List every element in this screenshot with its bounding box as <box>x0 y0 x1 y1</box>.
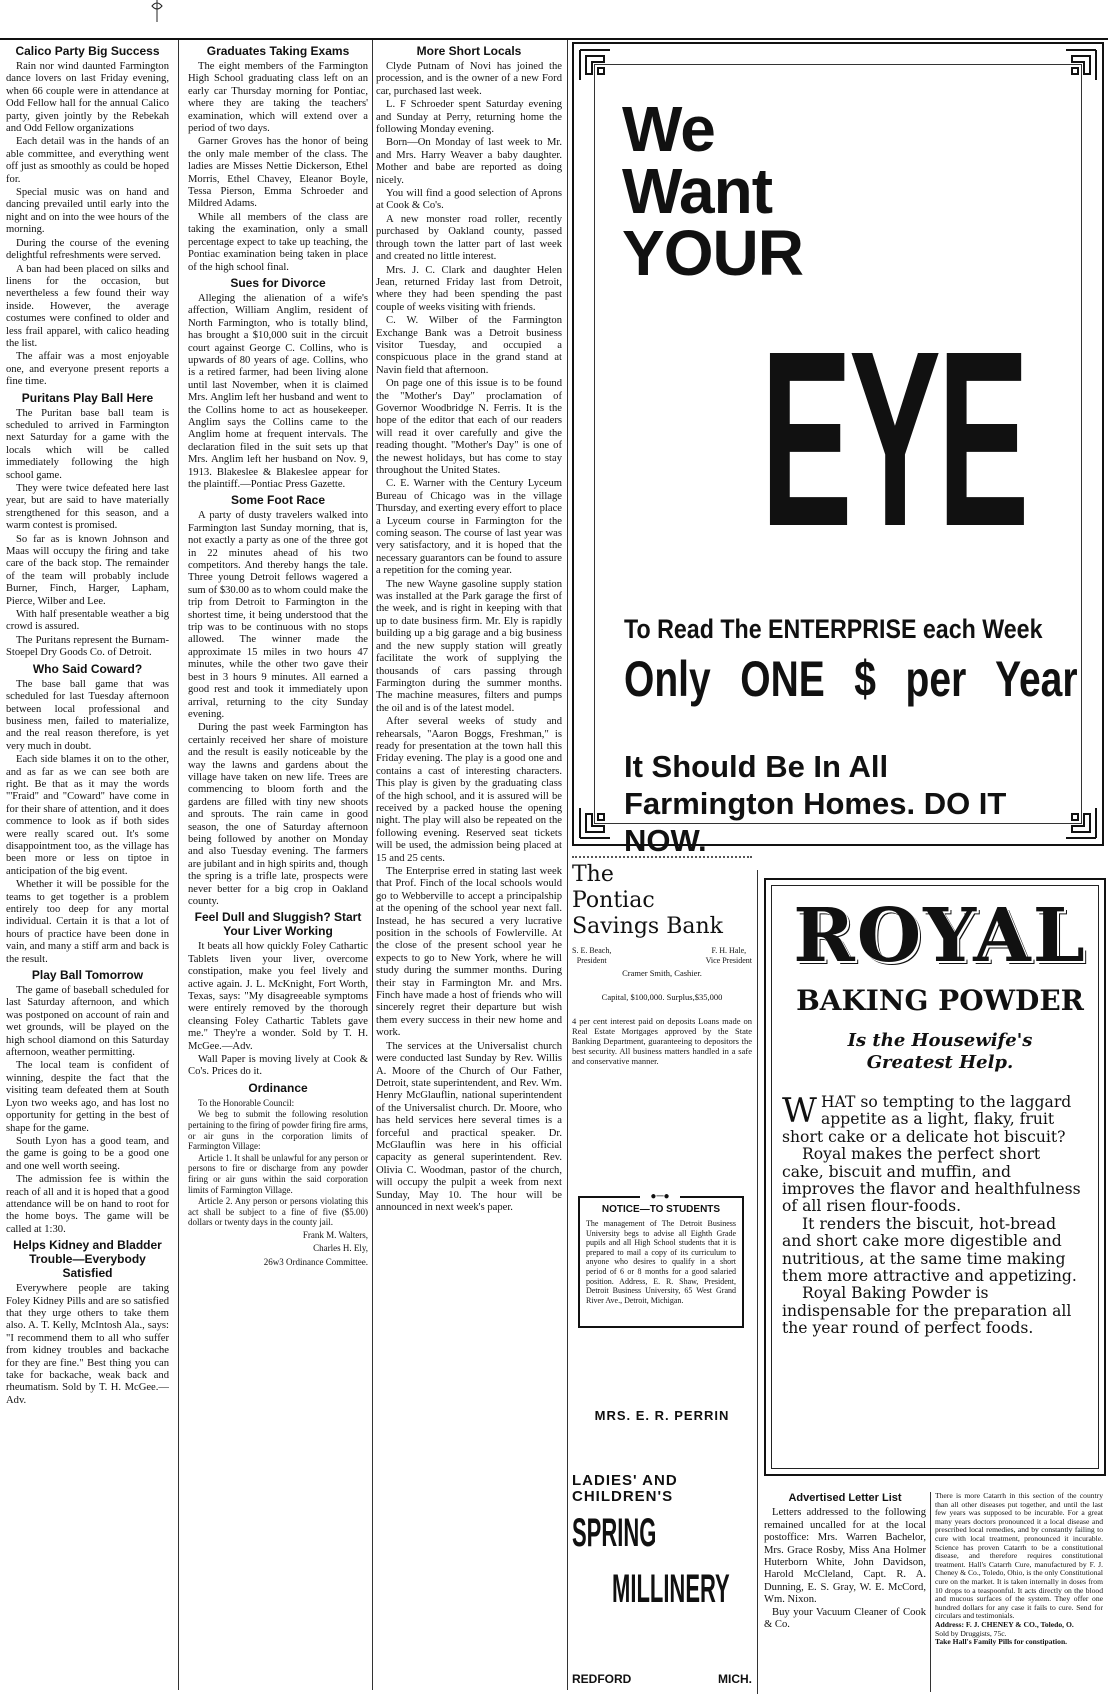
article-paragraph: A ban had been placed on silks and linens for the occasion, but nevertheless a few found their way inside. However, the average costumes were confined to older and less frail apparel, with calico heading the list. <box>6 263 169 349</box>
article-title: Calico Party Big Success <box>15 44 160 58</box>
catarrh-ad <box>935 1492 1103 1692</box>
article-paragraph: The local team is confident of winning, despite the fact that the visiting team defeated them at South Lyon two weeks ago, and has lost no opportunity for getting in the best of shape for the game. <box>6 1060 169 1134</box>
ad-big-word: EYE <box>760 299 1026 578</box>
column-rule <box>930 1492 931 1692</box>
ordinance-signature: Frank M. Walters, <box>302 1230 368 1240</box>
column-rule <box>372 40 373 1690</box>
drop-cap: W <box>782 1091 817 1131</box>
subscription-ad <box>572 42 1104 858</box>
notice-title: NOTICE—TO STUDENTS <box>601 1204 721 1215</box>
local-item: C. E. Warner with the Century Lyceum Bureau of Chicago was in the village Thursday, and exerting every effort to place a Lyceum course in Farmington for the coming season. The course of last year was very satisfactory, and it is hoped that the necessary guarantors can be found to assure a repetition for the coming year. <box>376 478 562 577</box>
article-paragraph: South Lyon has a good team, and the game is going to be a good one and one well worth seeing. <box>6 1135 169 1172</box>
local-item: After several weeks of study and rehearsals, "Aaron Boggs, Freshman," is ready for presentation at the town hall this Friday evening. The play is a good one and contains a cast of interesting characters. This play is given by the graduating class of the high school, and it is assured will be received by a packed house the opening night. The play will also be repeated on the following evening. Reserved seat tickets will be used, the admission being placed at 15 and 25 cents. <box>376 716 562 864</box>
royal-paragraph: Royal Baking Powder is indispensable for the preparation all the year round of perfect foods. <box>782 1284 1072 1338</box>
catarrh-body: There is more Catarrh in this section of the country than all other diseases put together, and until the last few years was supposed to be incurable. For a great many years doctors pronounced it a local disease and prescribed local remedies, and by constantly failing to cure with local treatment, pronounced it incurable. Science has proven Catarrh to be a constitutional disease, and therefore requires constitutional treatment. Hall's Catarrh Cure, manufactured by F. J. Cheney & Co., Toledo, Ohio, is the only Constitutional cure on the market. It is taken internally in doses from 10 drops to a teaspoonful. It acts directly on the blood and mucous surfaces of the system. They offer one hundred dollars for any case it fails to cure. Send for circulars and testimonials. <box>935 1492 1103 1621</box>
letter-list-title: Advertised Letter List <box>788 1492 902 1504</box>
local-item: Born—On Monday of last week to Mr. and Mrs. Harry Weaver a baby daughter. Mother and babe are reported as doing nicely. <box>376 137 562 186</box>
bank-body: 4 per cent interest paid on deposits Loans made on Real Estate Mortgages approved by the State Banking Department, guaranteeing to depositors the best security. All business matters handled in a safe and conservative manner. <box>572 1016 752 1066</box>
catarrh-address: Address: F. J. CHENEY & CO., Toledo, O. <box>935 1619 1074 1629</box>
article-paragraph: The base ball game that was scheduled for last Tuesday afternoon between local professional and business men, failed to materialize, and the real reason therefore, is yet very much in doubt. <box>6 678 169 752</box>
column-rule <box>757 870 758 1694</box>
millinery-ad <box>572 1404 752 1694</box>
millinery-ladies <box>572 1473 752 1505</box>
ad-headline-your: YOUR <box>622 217 803 289</box>
corner-ornament-icon <box>578 806 612 840</box>
ornament-icon: ●─● <box>640 1192 680 1202</box>
local-item: Clyde Putnam of Novi has joined the procession, and is the owner of a new Ford car, purchased last week. <box>376 61 562 97</box>
article-paragraph: The affair was a most enjoyable one, and everyone present reports a fine time. <box>6 351 169 388</box>
royal-tagline <box>790 1030 1090 1074</box>
royal-paragraph: Royal makes the perfect short cake, biscuit and muffin, and improves the flavor and healthfulness of all risen flour-foods. <box>782 1145 1081 1216</box>
officer-title: Vice President <box>705 956 752 965</box>
bank-title-name1: Pontiac <box>572 888 655 913</box>
catarrh-sold: Sold by Druggists, 75c. <box>935 1628 1007 1638</box>
article-paragraph: So far as is known Johnson and Maas will occupy the firing and take care of the back stop. The remainder of the team will probably include Burner, Finch, Harger, Lapham, Pierce, Wilber and Lee. <box>6 533 169 607</box>
article-paragraph: Each side blames it on to the other, and as far as we can see both are right. Be that as it may the words "'Fraid" and "Coward" have come in for their share of attention, and it does commence to look as if both sides were really scared out. It's some disappointment too, as the village has been more or less on tiptoe in anticipation of the big event. <box>6 754 169 877</box>
royal-paragraph: It renders the biscuit, hot-bread and short cake more digestible and nutritious, at the same time making them more attractive and appetizing. <box>782 1214 1077 1286</box>
bank-title-name2: Savings Bank <box>572 914 723 939</box>
article-paragraph: While all members of the class are taking the examination, only a small percentage expect to take up teaching, the Pontiac examination being taken in place of the high school final. <box>188 211 368 273</box>
article-paragraph: Wall Paper is moving lively at Cook & Co's. Prices do it. <box>188 1054 368 1078</box>
article-paragraph: Garner Groves has the honor of being the only male member of the class. The ladies are Misses Nettie Dickerson, Ethel Morris, Ethel Chavey, Eleanor Boyle, Tessa Pierson, Emma Schroeder and Mildred Adams. <box>188 136 368 210</box>
royal-body <box>782 1091 1086 1338</box>
article-title: Graduates Taking Exams <box>206 44 350 58</box>
millinery-location <box>572 1672 752 1686</box>
article-paragraph: The Puritans represent the Burnam-Stoepel Dry Goods Co. of Detroit. <box>6 634 169 659</box>
article-paragraph: With half presentable weather a big crowd is assured. <box>6 609 169 633</box>
royal-tagline-line: Greatest Help. <box>866 1052 1014 1073</box>
royal-baking-powder-ad <box>764 878 1106 1476</box>
corner-ornament-icon <box>578 48 612 82</box>
local-item: L. F Schroeder spent Saturday evening and Sunday at Perry, returning home the following Monday evening. <box>376 99 562 136</box>
article-paragraph: The game of baseball scheduled for last Saturday afternoon, and which was postponed on account of rain and wet grounds, will be played on the high school diamond on this Saturday afternoon, weather permitting. <box>6 985 169 1059</box>
millinery-word: MILLINERY <box>612 1567 730 1611</box>
ad-call-to-action: It Should Be In All Farmington Homes. DO IT NOW. <box>624 749 1007 858</box>
article-title: Some Foot Race <box>230 493 326 508</box>
ad-read-line: To Read The ENTERPRISE each Week <box>624 614 1043 644</box>
ordinance-signature: Charles H. Ely, <box>313 1243 368 1254</box>
article-paragraph: Alleging the alienation of a wife's affection, William Anglim, resident of North Farmington, who is totally blind, has brought a $10,000 suit in the circuit court against George C. Collins, who is upwards of 80 years of age. Collins, who is a retired farmer, had been living alone until last November, when it is claimed Mrs. Anglim left her husband and went to the Collins home to act as housekeeper. Anglim says the Collins came to the Anglim home at frequent intervals. The declaration filed in the suit sets up that Mrs. Anglim left her husband on Nov. 9, 1913. Blakeslee & Blakeslee appear for the plaintiff.—Pontiac Press Gazette. <box>188 292 368 490</box>
article-title: Play Ball Tomorrow <box>31 968 144 983</box>
ad-headline-want: Want <box>622 155 773 227</box>
bank-ad <box>572 856 752 1156</box>
article-paragraph: The Puritan base ball team is scheduled to arrived in Farmington next Saturday for a game with the locals which will be called immediately following the high school game. <box>6 407 169 481</box>
local-item: The new Wayne gasoline supply station was installed at the Park garage the first of the week, and is right in keeping with that up to date business firm. Mr. Ely is rapidly building up a big garage and a big business and the new supply station will greatly facilitate the work of supplying the thousands of cars passing through Farmington during the summer months. The machine measures, filters and pumps the oil and is of the latest model. <box>376 578 562 714</box>
officer-title: President <box>576 956 607 965</box>
ad-headline-we: We <box>622 93 715 165</box>
millinery-town: REDFORD <box>572 1672 632 1686</box>
ordinance-paragraph: Article 2. Any person or persons violating this act shall be subject to a fine of five ($5.00) dollars or twenty days in the county jail. <box>188 1196 368 1228</box>
millinery-spring: SPRING <box>572 1511 657 1555</box>
ordinance-paragraph: We beg to submit the following resolution pertaining to the firing of powder firing fire arms, or air guns in the corporation limits of Farmington Village: <box>188 1109 368 1152</box>
bank-title <box>572 862 752 940</box>
column-1 <box>6 42 169 1688</box>
ordinance-signature: 26w3 Ordinance Committee. <box>263 1256 368 1267</box>
article-title: Sues for Divorce <box>230 275 326 290</box>
ordinance-paragraph: To the Honorable Council: <box>198 1097 295 1108</box>
local-item: The Enterprise erred in stating last week that Prof. Finch of the local schools would go to Webberville to accept a principalship at the opening of the school year next fall. Instead, he has secured a very lucrative position in the schools of Fowlerville. At the close of the present school year he expects to go to New York, where he will study during the summer months. During their stay in Farmington Mr. and Mrs. Finch have made a host of friends who will sincerely regret their departure but wish them every success in their new home and work. <box>376 866 562 1039</box>
article-paragraph: A party of dusty travelers walked into Farmington last Sunday morning, that is, not exactly a party as one of the three got in 22 minutes ahead of his two competitors. And thereby hangs the tale. Three young Detroit fellows wagered a sum of $30.00 as to whom could make the trip from Detroit to Farmington in the shortest time, it being understood that the trip was to be continuous with no stops allowed. The winner made the approximate 15 miles in two hours 47 minutes, while the other two gave their best in 3 hours 9 minutes. All earned a good rest and took it immediately upon arrival, returning to the city Sunday evening. <box>188 510 368 720</box>
article-paragraph: Rain nor wind daunted Farmington dance lovers on last Friday evening, when 66 couple were in attendance at Odd Fellow hall for the annual Calico party, given jointly by the Rebekah and Odd Fellow organizations <box>6 61 169 135</box>
local-item: The services at the Universalist church were conducted last Sunday by Rev. Willis A. Moore of the Church of Our Father, Detroit, state superintendent, and Rev. Wm. Henry McGlauflin, national superintendent of the Universalist church. Dr. Moore, who has held services here several times is a forceful and practical speaker. Dr. McGlauflin was here in his official capacity as general superintendent. Rev. Olivia C. Woodman, pastor of the church, will occupy the pulpit a week from next Sunday, May 10. The hour will be announced in next week's paper. <box>376 1040 562 1213</box>
article-paragraph: They were twice defeated here last year, but are said to have materially strengthened for this season, and a warm contest is promised. <box>6 483 169 532</box>
ad-price-line: Only ONE $ per Year <box>624 651 1078 707</box>
article-paragraph: Whether it will be possible for the teams to get together is a problem entirely too deep for any mortal individual. Certain it is that a lot of hours of practice have been done in vain, and many a stiff arm and back is the result. <box>6 879 169 965</box>
article-title: Feel Dull and Sluggish? Start Your Liver Working <box>194 910 362 939</box>
royal-paragraph-text: HAT so tempting to the laggard appetite as a light, flaky, fruit short cake or a delicate hot biscuit? <box>782 1093 1072 1146</box>
catarrh-pills: Take Hall's Family Pills for constipation. <box>935 1637 1068 1647</box>
bank-cashier: Cramer Smith, Cashier. <box>622 968 702 978</box>
millinery-ladies-line: CHILDREN'S <box>572 1488 674 1505</box>
millinery-state: MICH. <box>718 1672 752 1686</box>
bank-title-the: The <box>572 862 614 887</box>
officer-name: S. E. Beach, <box>572 946 612 955</box>
article-title: More Short Locals <box>416 44 522 58</box>
letter-list-footer: Buy your Vacuum Cleaner of Cook & Co. <box>764 1606 926 1631</box>
ad-headline <box>622 93 803 289</box>
column-rule <box>567 40 568 1690</box>
local-item: Mrs. J. C. Clark and daughter Helen Jean, returned Friday last from Detroit, where they had been spending the past couple of weeks visiting with friends. <box>376 264 562 313</box>
article-paragraph: Everywhere people are taking Foley Kidney Pills and are so satisfied that they urge others to take them also. A. T. Kelly, McIntosh Ala., says: "I recommend them to all who suffer from kidney troubles and backache for they are fine." Best thing you can take for backache, weak back and rheumatism. Sold by T. H. McGee.—Adv. <box>6 1283 169 1406</box>
royal-paragraph <box>782 1091 1086 1146</box>
millinery-owner: MRS. E. R. PERRIN <box>594 1408 730 1423</box>
article-title: Ordinance <box>248 1080 308 1095</box>
article-paragraph: It beats all how quickly Foley Cathartic Tablets liven your liver, overcome constipation, make you feel lively and active again. J. L. McKnight, Fort Worth, Texas, says: "My disagreeable symptoms were entirely removed by the thorough cleansing Foley Cathartic Tablets gave me." They're a wonder. Sold by T. H. McGee.—Adv. <box>188 941 368 1052</box>
notice-box <box>578 1191 744 1328</box>
ordinance-paragraph: Article 1. It shall be unlawful for any person or persons to fire or discharge from any powder firing or air guns within the said corporation limits of Farmington Village. <box>188 1152 368 1195</box>
bank-officers <box>572 946 752 966</box>
article-paragraph: Each detail was in the hands of an able committee, and everything went off just as smoothly as could be hoped for. <box>6 136 169 185</box>
article-title: Puritans Play Ball Here <box>21 390 154 405</box>
column-3 <box>376 42 562 1688</box>
article-paragraph: The admission fee is within the reach of all and it is hoped that a good attendance will be on hand to root for the home boys. The game will be called at 1:30. <box>6 1174 169 1235</box>
local-item: C. W. Wilber of the Farmington Exchange Bank was a Detroit business visitor Tuesday, and occupied a conspicuous place in the grand stand at Navin field that afternoon. <box>376 315 562 376</box>
article-paragraph: Special music was on hand and dancing prevailed until early into the night and on into the wee hours of the morning. <box>6 187 169 236</box>
dotted-rule <box>572 856 752 858</box>
article-paragraph: The eight members of the Farmington High School graduating class left on an early car Thursday morning for Pontiac, where they are taking the teachers' examination, which will extend over a period of two days. <box>188 61 368 135</box>
bank-officer <box>706 946 752 966</box>
article-title: Helps Kidney and Bladder Trouble—Everybody Satisfied <box>13 1238 162 1281</box>
local-item: You will find a good selection of Aprons at Cook & Co's. <box>376 188 562 212</box>
letter-list <box>764 1492 926 1631</box>
officer-name: F. H. Hale, <box>711 946 747 955</box>
article-paragraph: During the past week Farmington has certainly received her share of moisture and the result is easily noticeable by the way the lawns and gardens about the village have taken on new life. Trees are commencing to bloom forth and the gardens are filled with tiny new shoots and sprouts. The rain came in good season, the one of Saturday afternoon being followed by another on Monday and also Tuesday evening. The farmers are jubilant and in high spirits and, though the spring is a trifle late, prospects were never better for a big crop in Oakland county. <box>188 722 368 907</box>
bank-officer <box>572 946 611 966</box>
top-rule <box>0 38 1108 40</box>
column-2 <box>188 42 368 1688</box>
notice-body: The management of The Detroit Business University begs to advise all Eighth Grade pupils and all High School students that it is prepared to mail a copy of its curriculum to anyone who desires to qualify in a short period of 6 or 8 months for a good salaried position. Address, E. R. Shaw, President, Detroit Business University, 65 West Grand River Ave., Detroit, Michigan. <box>586 1219 736 1305</box>
royal-title: ROYAL <box>793 893 1087 979</box>
article-paragraph: During the course of the evening delightful refreshments were served. <box>6 237 169 262</box>
millinery-ladies-line: LADIES' AND <box>572 1472 678 1489</box>
royal-tagline-line: Is the Housewife's <box>847 1030 1033 1051</box>
bank-capital: Capital, $100,000. Surplus,$35,000 <box>601 992 723 1002</box>
corner-ornament-icon <box>1064 806 1098 840</box>
letter-list-body: Letters addressed to the following remained uncalled for at the local postoffice: Mrs. Warren Bachelor, Mrs. Grace Rosby, Miss Ana Holmer Huterborn White, John Davidson, Harold McCleland, Capt. R. A. Dunning, E. S. Gray, W. E. McCord, Wm. Nixon. <box>764 1507 926 1606</box>
article-title: Who Said Coward? <box>32 661 143 676</box>
column-rule <box>178 40 179 1690</box>
registration-mark-icon <box>148 0 166 22</box>
corner-ornament-icon <box>1064 48 1098 82</box>
local-item: A new monster road roller, recently purchased by Oakland county, passed through town the latter part of last week and created no little interest. <box>376 213 562 263</box>
royal-subtitle: BAKING POWDER <box>796 984 1084 1017</box>
local-item: On page one of this issue is to be found the "Mother's Day" proclamation of Governor Woodbridge N. Ferris. It is the hope of the editor that each of our readers will read it over carefully and give the reading thought. "Mother's Day" is one of the newest holidays, but has come to stay throughout the United States. <box>376 378 562 476</box>
